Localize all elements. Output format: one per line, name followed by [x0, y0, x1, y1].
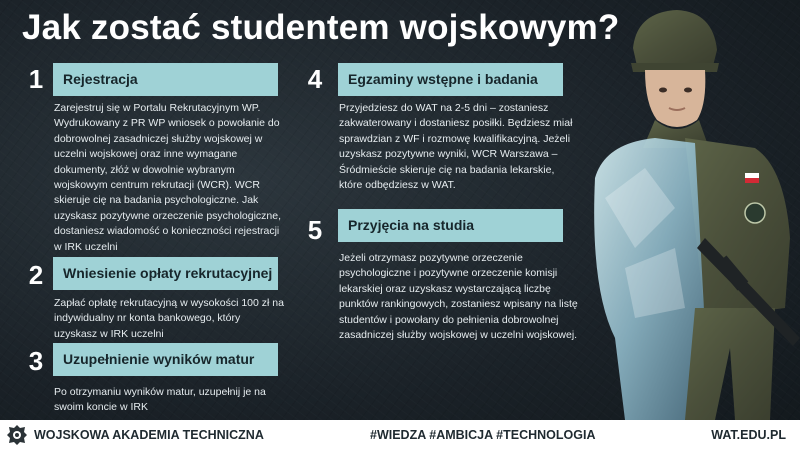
- step-4-heading: Egzaminy wstępne i badania: [338, 63, 563, 96]
- soldier-illustration: [585, 8, 800, 420]
- step-4-body: Przyjedziesz do WAT na 2-5 dni – zostaniesz zakwaterowany i dostaniesz posiłki. Będziesz miał sprawdzian z WF i rozmowę kwalifikacyjną. Jeżeli uzyskasz pozytywne wyniki, WCR Warszawa – Śródmieście skieruje cię na badania lekarskie, które odbędziesz w WAT.: [339, 102, 573, 192]
- step-2-body: Zapłać opłatę rekrutacyjną w wysokości 100 zł na indywidualny nr konta bankowego, który uzyskasz w IRK uczelni: [54, 297, 284, 340]
- step-2-number: 2: [28, 260, 44, 290]
- step-3-heading: Uzupełnienie wyników matur: [53, 343, 278, 376]
- footer-bar: [0, 420, 800, 450]
- step-3-number: 3: [28, 346, 44, 376]
- step-5-heading: Przyjęcia na studia: [338, 209, 563, 242]
- step-3-body: Po otrzymaniu wyników matur, uzupełnij je na swoim koncie w IRK: [54, 386, 266, 414]
- step-1-number: 1: [28, 64, 44, 94]
- footer-hashtags: #WIEDZA #AMBICJA #TECHNOLOGIA: [370, 428, 596, 442]
- step-1-body: Zarejestruj się w Portalu Rekrutacyjnym WP. Wydrukowany z PR WP wniosek o powołanie do dobrowolnej zasadniczej służby wojskowej w uczelni wojskowej oraz inne wymagane dokumenty, złóż w dowolnie wybranym wojskowym centrum rekrutacji (WCR). WCR skieruje cię na badania psychologiczne. Jak uzyskasz pozytywne orzeczenie psychologiczne, dostaniesz wiadomość o konieczności rejestracji w IRK uczelni: [54, 102, 282, 253]
- step-5-body: Jeżeli otrzymasz pozytywne orzeczenie psychologiczne i pozytywne orzeczenie komisji lekarskiej oraz uzyskasz wystarczającą liczbę punktów rankingowych, zostaniesz wpisany na listę studentów i powołany do pełnienia dobrowolnej zasadniczej służby wojskowej w uczelni wojskowej.: [339, 252, 578, 342]
- footer-university-name: WOJSKOWA AKADEMIA TECHNICZNA: [34, 428, 264, 442]
- page-title: Jak zostać studentem wojskowym?: [22, 8, 620, 47]
- footer-website-link[interactable]: WAT.EDU.PL: [711, 428, 786, 442]
- wat-emblem-icon: [6, 424, 28, 446]
- step-4-number: 4: [307, 64, 323, 94]
- step-2-heading: Wniesienie opłaty rekrutacyjnej: [53, 257, 278, 290]
- step-1-heading: Rejestracja: [53, 63, 278, 96]
- step-5-number: 5: [307, 215, 323, 245]
